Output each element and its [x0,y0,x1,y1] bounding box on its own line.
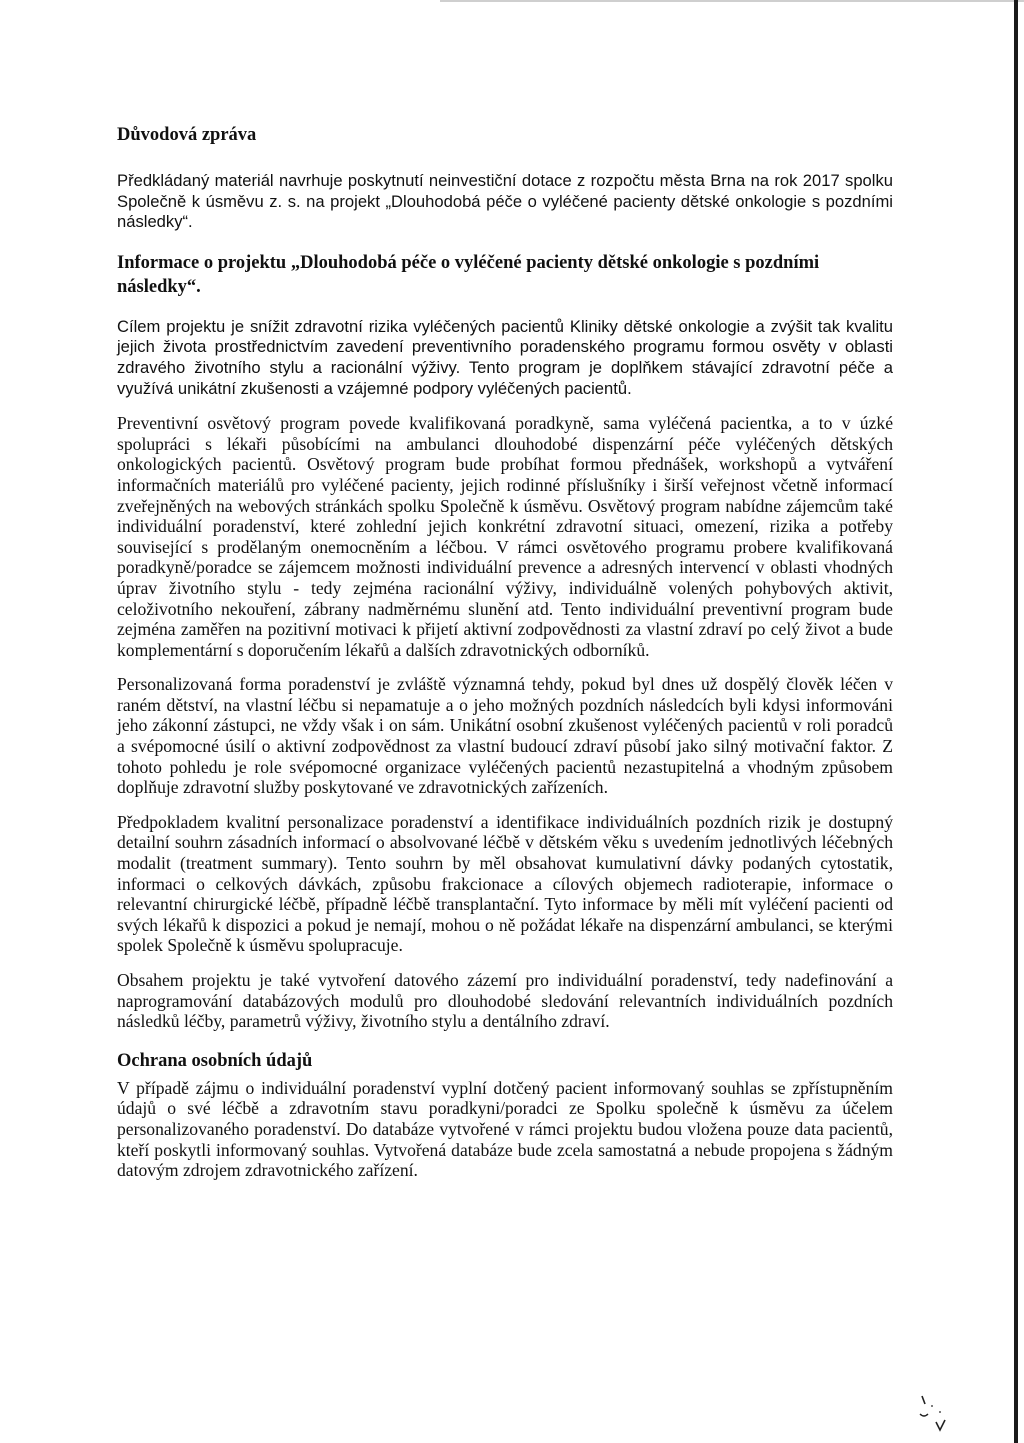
project-info-heading: Informace o projektu „Dlouhodobá péče o vyléčené pacienty dětské onkologie s pozdními následky“. [117,252,820,297]
initials-mark [918,1392,948,1432]
paragraph-prerequisite: Předpokladem kvalitní personalizace poradenství a identifikace individuálních pozdních rizik je dostupný detailní souhrn zásadních informací o absolvované léčbě v dětském věku s uvedením jednotlivých léčebných modalit (treatment summary). Tento souhrn by měl obsahovat kumulativní dávky podaných cytostatik, informaci o celkových dávkách, způsobu frakcionace a cílových objemech radioterapie, informace o relevantní chirurgické léčbě, případně léčbě transplantační. Tyto informace by měli mít vyléčení pacienti od svých lékařů k dispozici a pokud je nemají, mohou o ně požádat lékaře na dispenzární ambulanci, se kterými spolek Společně k úsměvu spolupracuje. [117,811,893,956]
intro-paragraph: Předkládaný materiál navrhuje poskytnutí neinvestiční dotace z rozpočtu města Brna na rok 2017 spolku Společně k úsměvu z. s. na projekt „Dlouhodobá péče o vyléčené pacienty dětské onkologie s pozdními následky“. [117,171,893,232]
page-title: Důvodová zpráva [117,125,257,145]
privacy-paragraph: V případě zájmu o individuální poradenství vyplní dotčený pacient informovaný souhlas se zpřístupněním údajů o své léčbě a zdravotním stavu poradkyni/poradci ze Spolku společně k úsměvu za účelem personalizovaného poradenství. Do databáze vytvořené v rámci projektu budou vložena pouze data pacientů, kteří poskytli informovaný souhlas. Vytvořená databáze bude zcela samostatná a nebude propojena s žádným datovým zdrojem zdravotnického zařízení. [117,1077,893,1181]
paragraph-personalized: Personalizovaná forma poradenství je zvláště významná tehdy, pokud byl dnes už dospělý člověk léčen v raném dětství, na vlastní léčbu si nepamatuje a o jeho možných pozdních následcích byli kdysi informováni jeho zákonní zástupci, ne vždy však i on sám. Unikátní osobní zkušenost vyléčených pacientů v roli poradců a svépomocné úsilí o aktivní zodpovědnost za vlastní budoucí zdraví působí jako silný motivační faktor. Z tohoto pohledu je role svépomocné organizace vyléčených pacientů nezastupitelná a vhodným způsobem doplňuje zdravotní služby poskytované ve zdravotnických zařízeních. [117,674,893,798]
document-page [117,124,893,1181]
scan-edge-top [440,0,1024,2]
scan-edge-right [1014,0,1018,1443]
paragraph-data-background: Obsahem projektu je také vytvoření datového zázemí pro individuální poradenství, tedy nadefinování a naprogramování databázových modulů pro dlouhodobé sledování relevantních individuálních pozdních následků léčby, parametrů výživy, životního stylu a dentálního zdraví. [117,970,893,1032]
paragraph-program: Preventivní osvětový program povede kvalifikovaná poradkyně, sama vyléčená pacientka, a to v úzké spolupráci s lékaři působícími na ambulanci dlouhodobé dispenzární péče vyléčených dětských onkologických pacientů. Osvětový program bude probíhat formou přednášek, workshopů a vytváření informačních materiálů pro vyléčené pacienty, jejich rodinné příslušníky i širší veřejnost včetně informací zveřejněných na webových stránkách spolku Společně k úsměvu. Osvětový program nabídne zájemcům také individuální poradenství, které zohlední jejich konkrétní zdravotní situaci, omezení, rizika a potřeby související s prodělaným onemocněním a léčbou. V rámci osvětového programu probere kvalifikovaná poradkyně/poradce se zájemcem možnosti individuální prevence a adresných intervencí v oblasti vhodných úprav životního stylu - tedy zejména racionální výživy, individuálně volených pohybových aktivit, celoživotního nekouření, zábrany nadměrnému slunění atd. Tento individuální preventivní program bude zejména zaměřen na pozitivní motivaci k přijetí aktivní zodpovědnosti za vlastní zdraví po celý život a bude komplementární s doporučením lékařů a dalších zdravotnických odborníků. [117,413,893,660]
privacy-heading: Ochrana osobních údajů [117,1050,313,1071]
paragraph-goal: Cílem projektu je snížit zdravotní rizika vyléčených pacientů Kliniky dětské onkologie a zvýšit tak kvalitu jejich života prostřednictvím zavedení preventivního poradenského programu formou osvěty v oblasti zdravého životního stylu a racionální výživy. Tento program je doplňkem stávající zdravotní péče a využívá unikátní zkušenosti a vzájemné podpory vyléčených pacientů. [117,316,893,398]
